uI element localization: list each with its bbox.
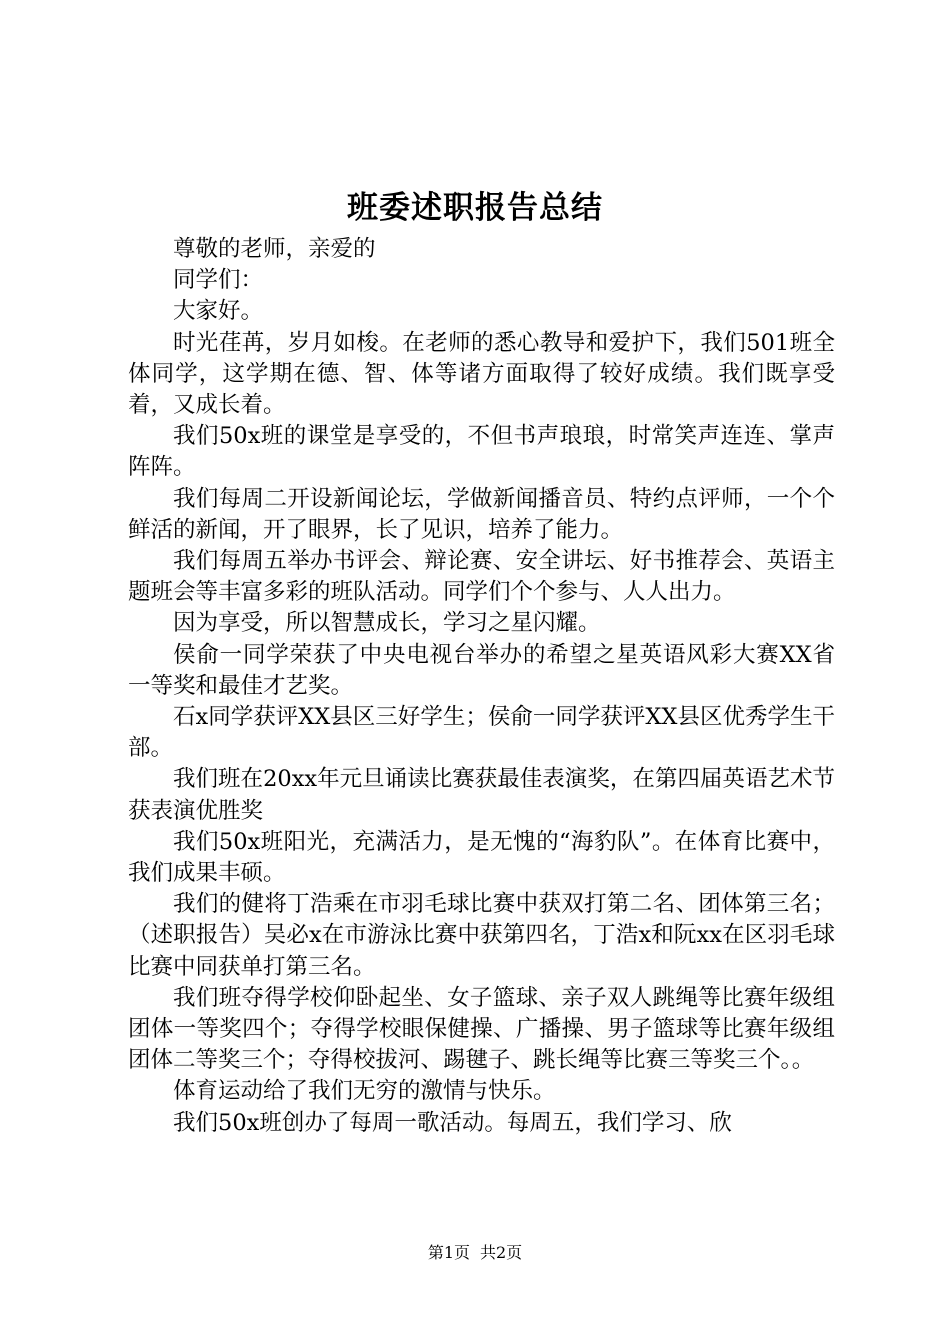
paragraph: 因为享受，所以智慧成长，学习之星闪耀。 — [173, 610, 601, 637]
paragraph: 我们50x班的课堂是享受的，不但书声琅琅，时常笑声连连、掌声阵阵。 — [128, 423, 835, 481]
document-body — [128, 234, 835, 1139]
page-total: 共2页 — [480, 1243, 523, 1262]
greeting: 大家好。 — [173, 298, 264, 325]
paragraph: 我们每周五举办书评会、辩论赛、安全讲坛、好书推荐会、英语主题班会等丰富多彩的班队活动。同学们个个参与、人人出力。 — [128, 548, 835, 606]
paragraph: 我们班夺得学校仰卧起坐、女子篮球、亲子双人跳绳等比赛年级组团体一等奖四个；夺得学校眼保健操、广播操、男子篮球等比赛年级组团体二等奖三个；夺得校拔河、踢毽子、跳长绳等比赛三等奖三个。。 — [128, 984, 835, 1074]
paragraph: 侯俞一同学荣获了中央电视台举办的希望之星英语风彩大赛XX省一等奖和最佳才艺奖。 — [128, 641, 835, 699]
paragraph: 我们的健将丁浩乘在市羽毛球比赛中获双打第二名、团体第三名；（述职报告）吴必x在市游泳比赛中获第四名，丁浩x和阮xx在区羽毛球比赛中同获单打第三名。 — [128, 891, 835, 980]
page-footer — [0, 1242, 950, 1264]
page-number: 第1页 — [427, 1243, 470, 1262]
paragraph: 我们每周二开设新闻论坛，学做新闻播音员、特约点评师，一个个鲜活的新闻，开了眼界，长了见识，培养了能力。 — [128, 485, 835, 543]
paragraph: 时光荏苒，岁月如梭。在老师的悉心教导和爱护下，我们501班全体同学，这学期在德、智、体等诸方面取得了较好成绩。我们既享受着，又成长着。 — [128, 329, 835, 419]
paragraph: 石x同学获评XX县区三好学生；侯俞一同学获评XX县区优秀学生干部。 — [128, 704, 835, 762]
paragraph: 体育运动给了我们无穷的激情与快乐。 — [173, 1078, 556, 1105]
salutation-line-2: 同学们： — [173, 267, 264, 294]
paragraph: 我们50x班创办了每周一歌活动。每周五，我们学习、欣 — [173, 1109, 732, 1136]
paragraph: 我们班在20xx年元旦诵读比赛获最佳表演奖，在第四届英语艺术节获表演优胜奖 — [128, 766, 835, 824]
paragraph: 我们50x班阳光，充满活力，是无愧的“海豹队”。在体育比赛中，我们成果丰硕。 — [128, 828, 835, 887]
salutation-line-1: 尊敬的老师，亲爱的 — [173, 236, 376, 262]
document-title: 班委述职报告总结 — [347, 190, 603, 226]
